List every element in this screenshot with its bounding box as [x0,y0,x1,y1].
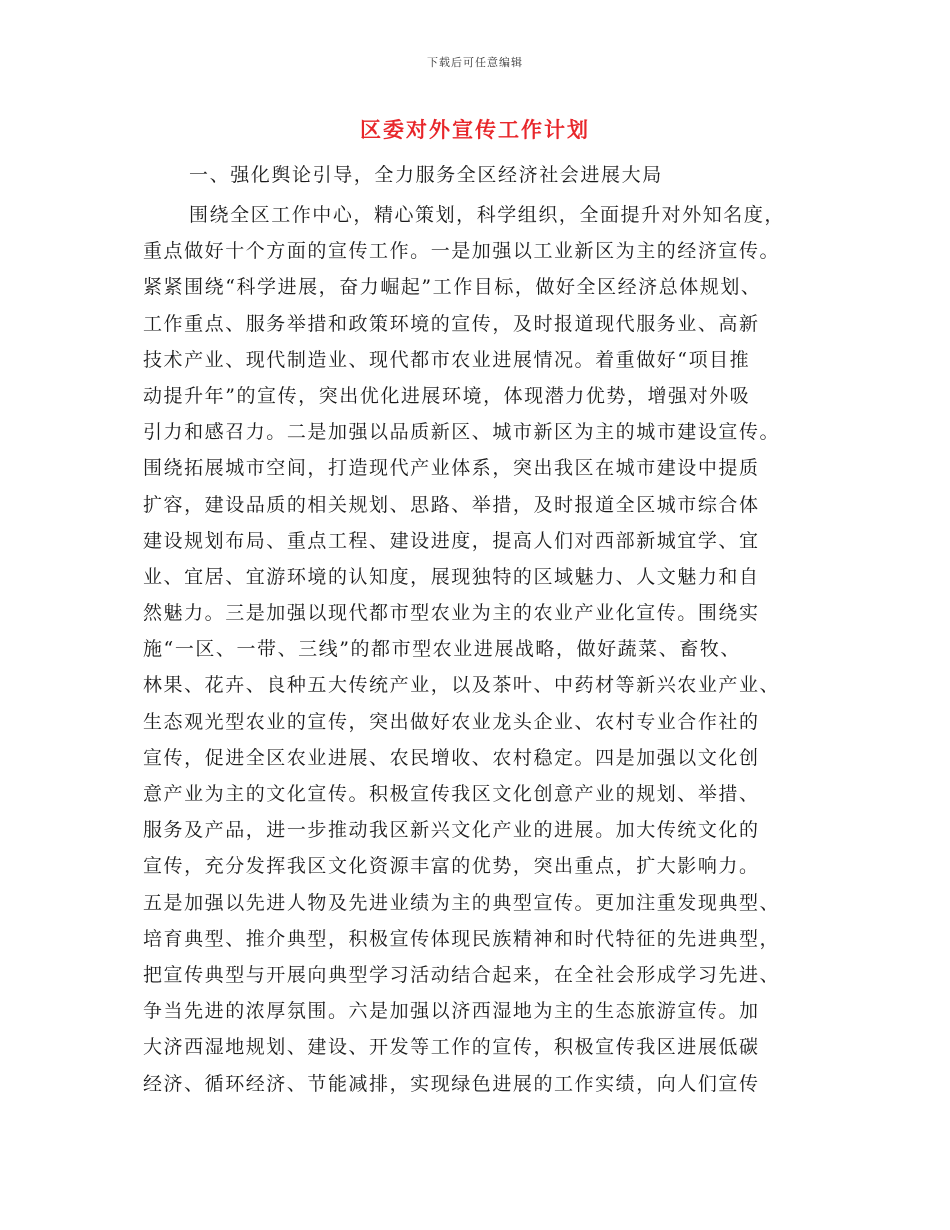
body-line: 引力和感召力。二是加强以品质新区、城市新区为主的城市建设宣传。 [143,421,781,444]
body-line: 意产业为主的文化宣传。积极宣传我区文化创意产业的规划、举措、 [143,783,760,805]
body-line: 技术产业、现代制造业、现代都市农业进展情况。着重做好“项目推 [143,348,751,371]
body-line: 围绕拓展城市空间，打造现代产业体系，突出我区在城市建设中提质 [143,457,760,480]
body-line: 施“一区、一带、三线”的都市型农业进展战略，做好蔬菜、畜牧、 [143,638,741,661]
body-line: 然魅力。三是加强以现代都市型农业为主的农业产业化宣传。围绕实 [143,602,760,625]
document-title: 区委对外宣传工作计划 [360,117,590,142]
section-heading: 一、强化舆论引导，全力服务全区经济社会进展大局 [189,164,663,186]
body-line: 紧紧围绕“科学进展，奋力崛起”工作目标，做好全区经济总体规划、 [143,276,762,299]
body-line: 工作重点、服务举措和政策环境的宣传，及时报道现代服务业、高新 [143,312,760,335]
body-line: 把宣传典型与开展向典型学习活动结合起来，在全社会形成学习先进、 [143,963,781,986]
body-line: 林果、花卉、良种五大传统产业，以及茶叶、中药材等新兴农业产业、 [143,674,781,697]
body-line: 宣传，促进全区农业进展、农民增收、农村稳定。四是加强以文化创 [143,746,760,769]
body-line: 大济西湿地规划、建设、开发等工作的宣传，积极宣传我区进展低碳 [143,1036,760,1059]
body-line: 建设规划布局、重点工程、建设进度，提高人们对西部新城宜学、宜 [143,529,760,552]
body-line: 围绕全区工作中心，精心策划，科学组织，全面提升对外知名度， [189,204,785,226]
body-line: 争当先进的浓厚氛围。六是加强以济西湿地为主的生态旅游宣传。加 [143,1000,760,1023]
body-line: 服务及产品，进一步推动我区新兴文化产业的进展。加大传统文化的 [143,819,760,842]
body-line: 生态观光型农业的宣传，突出做好农业龙头企业、农村专业合作社的 [143,710,760,733]
header-note: 下载后可任意编辑 [427,56,523,69]
body-line: 宣传，充分发挥我区文化资源丰富的优势，突出重点，扩大影响力。 [143,855,760,878]
body-line: 业、宜居、宜游环境的认知度，展现独特的区域魅力、人文魅力和自 [143,565,760,588]
body-line: 五是加强以先进人物及先进业绩为主的典型宣传。更加注重发现典型、 [143,891,781,914]
body-line: 扩容，建设品质的相关规划、思路、举措，及时报道全区城市综合体 [143,493,760,516]
body-line: 经济、循环经济、节能减排，实现绿色进展的工作实绩，向人们宣传 [143,1072,760,1095]
body-line: 重点做好十个方面的宣传工作。一是加强以工业新区为主的经济宣传。 [143,240,781,263]
body-text [143,197,813,1102]
body-line: 动提升年”的宣传，突出优化进展环境，体现潜力优势，增强对外吸 [143,384,751,407]
body-line: 培育典型、推介典型，积极宣传体现民族精神和时代特征的先进典型， [143,927,781,950]
